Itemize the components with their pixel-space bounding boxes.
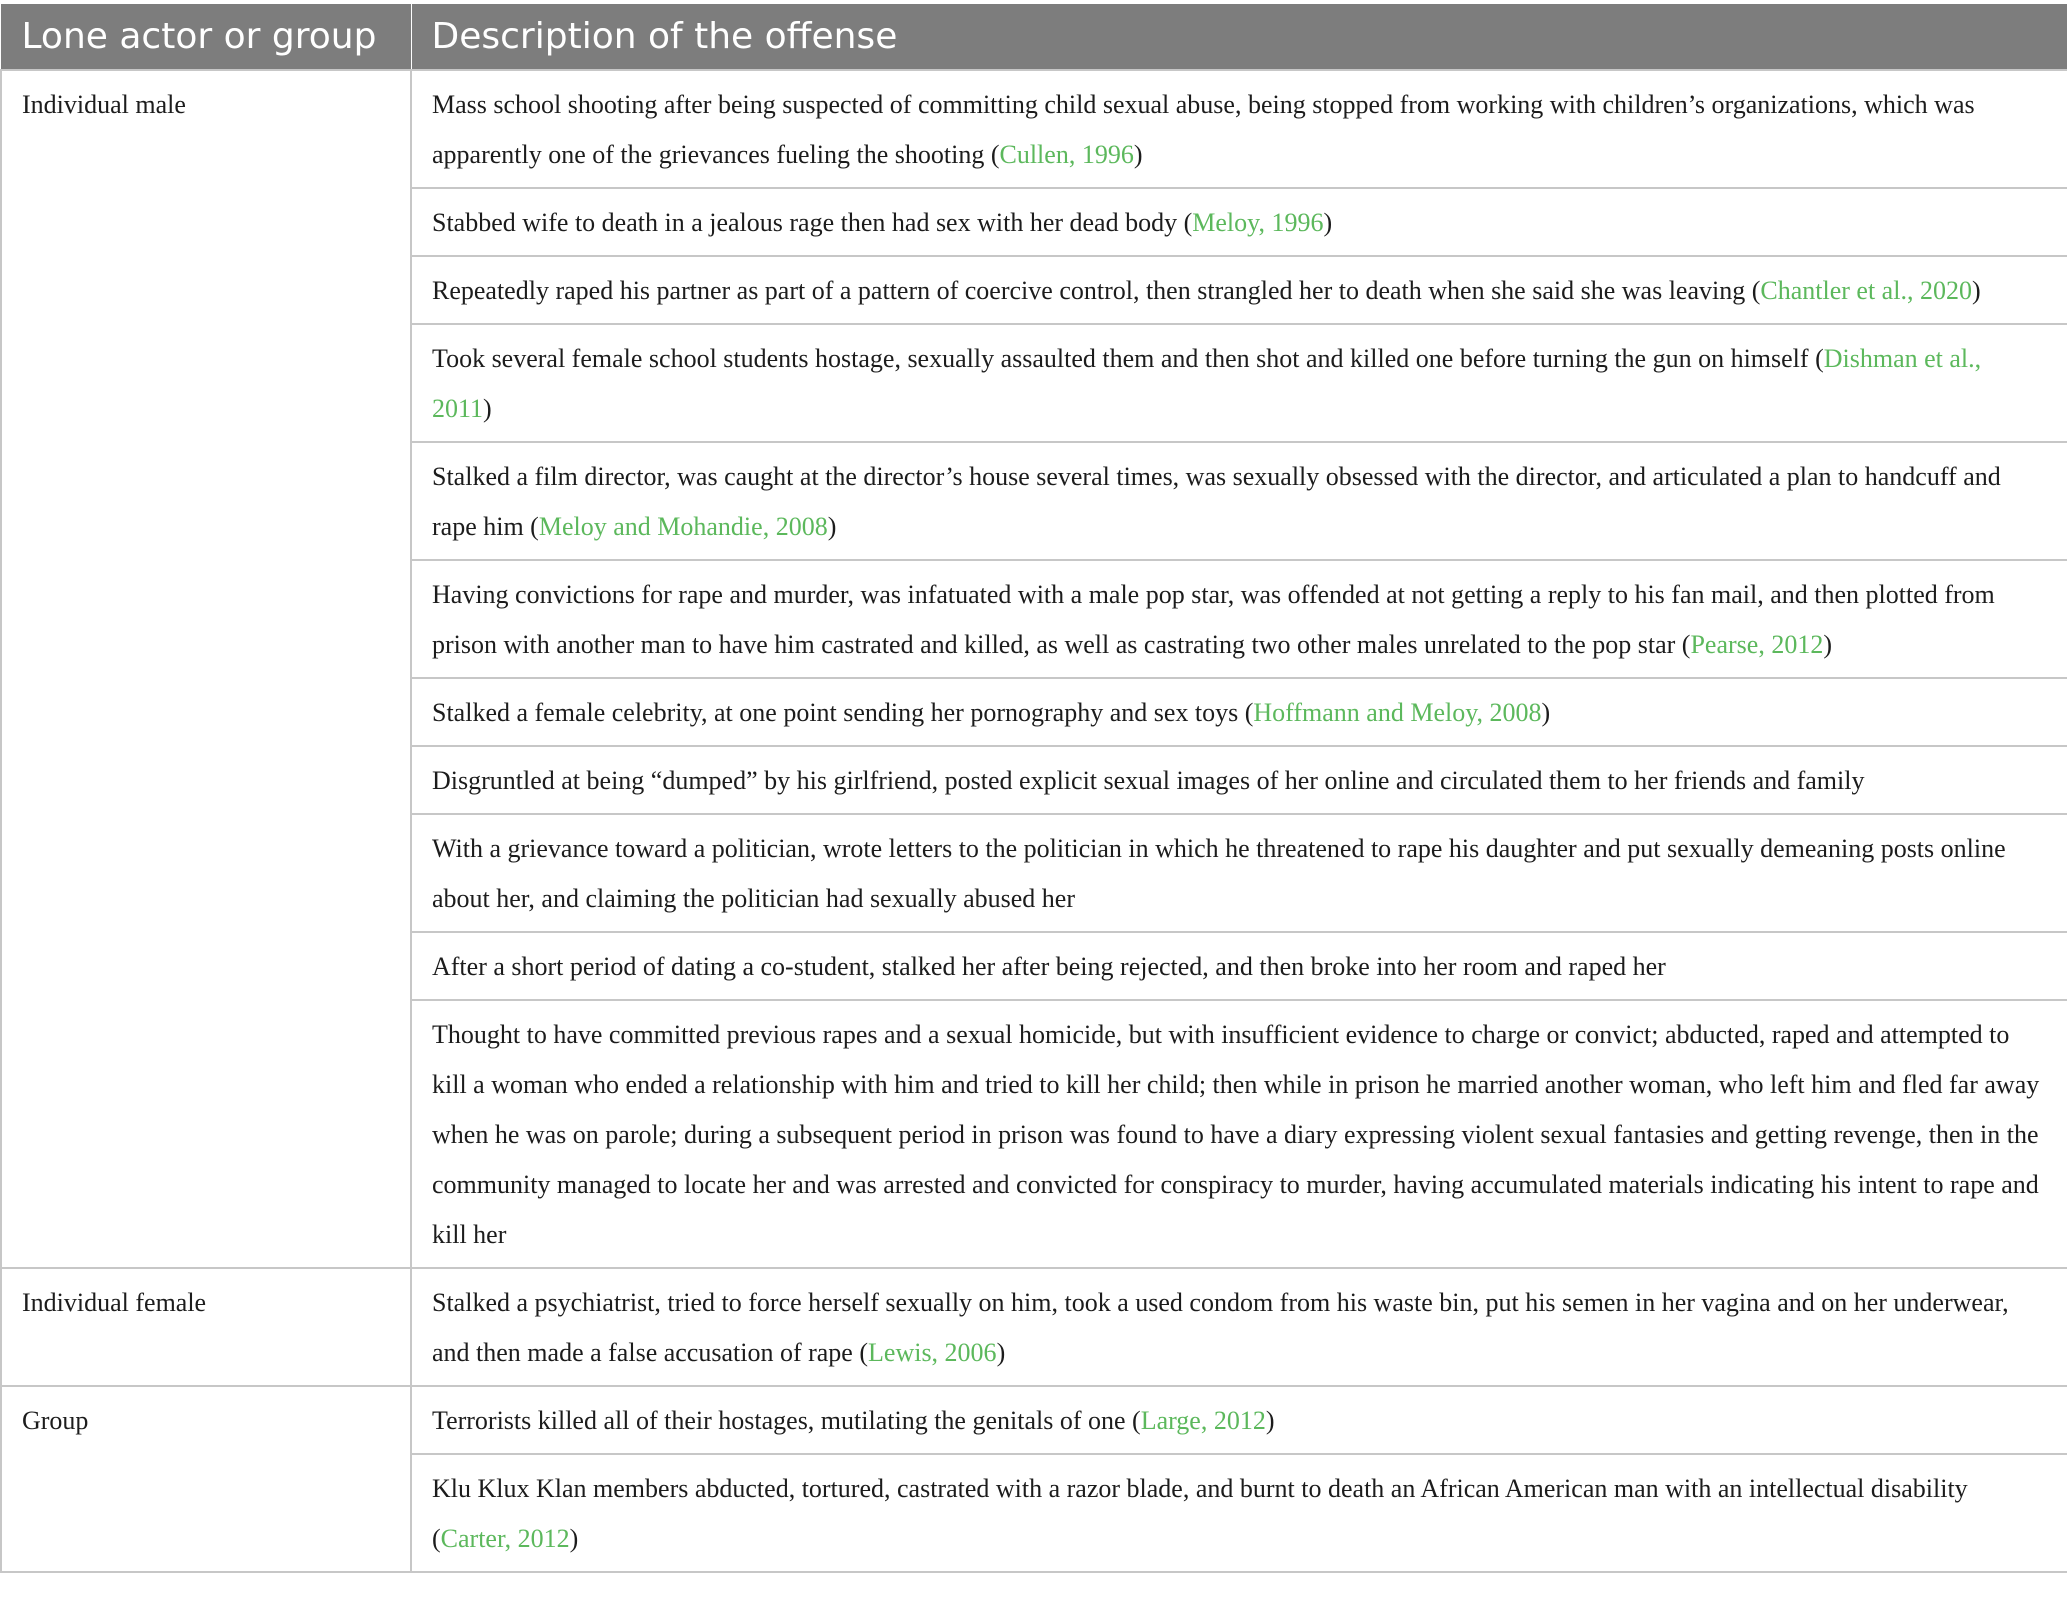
offense-description-cell [411, 1000, 2067, 1268]
citation-link[interactable]: Dishman et al., 2011 [432, 344, 1982, 423]
citation-close-paren: ) [483, 394, 492, 423]
table-row [1, 1386, 2067, 1454]
description-text: After a short period of dating a co-student, stalked her after being rejected, and then broke into her room and raped her [432, 952, 1666, 981]
offense-description-cell [411, 932, 2067, 1000]
offense-description-cell [411, 324, 2067, 442]
citation-close-paren: ) [1541, 698, 1551, 727]
offense-table [0, 4, 2067, 1573]
citation-link[interactable]: Meloy, 1996 [1192, 208, 1324, 237]
description-text: Terrorists killed all of their hostages, mutilating the genitals of one ( [432, 1406, 1141, 1435]
description-text: Took several female school students hostage, sexually assaulted them and then shot and killed one before turning the gun on himself ( [432, 344, 1824, 373]
citation-link[interactable]: Hoffmann and Meloy, 2008 [1253, 698, 1542, 727]
description-text: Having convictions for rape and murder, was infatuated with a male pop star, was offended at not getting a reply to his fan mail, and then plotted from prison with another man to have him castrated and killed, as well as castrating two other males unrelated to the pop star ( [432, 580, 1995, 659]
description-text: Disgruntled at being “dumped” by his girlfriend, posted explicit sexual images of her online and circulated them to her friends and family [432, 766, 1865, 795]
actor-type-cell: Individual female [1, 1268, 411, 1386]
citation-link[interactable]: Lewis, 2006 [868, 1338, 997, 1367]
table-header [1, 4, 2067, 70]
offense-description-cell [411, 188, 2067, 256]
citation-close-paren: ) [1323, 208, 1333, 237]
description-text: Stalked a female celebrity, at one point sending her pornography and sex toys ( [432, 698, 1254, 727]
description-text: Stalked a film director, was caught at the director’s house several times, was sexually obsessed with the director, and articulated a plan to handcuff and rape him ( [432, 462, 2001, 541]
citation-close-paren: ) [996, 1338, 1006, 1367]
offense-description-cell [411, 1386, 2067, 1454]
citation-link[interactable]: Meloy and Mohandie, 2008 [538, 512, 828, 541]
offense-description-cell [411, 746, 2067, 814]
offense-description-cell [411, 1268, 2067, 1386]
citation-close-paren: ) [1265, 1406, 1275, 1435]
header-actor: Lone actor or group [1, 4, 411, 70]
actor-type-cell: Group [1, 1386, 411, 1572]
offense-description-cell [411, 678, 2067, 746]
citation-link[interactable]: Large, 2012 [1140, 1406, 1266, 1435]
offense-description-cell [411, 70, 2067, 188]
description-text: Stalked a psychiatrist, tried to force herself sexually on him, took a used condom from his waste bin, put his semen in her vagina and on her underwear, and then made a false accusation of rape ( [432, 1288, 2009, 1367]
offense-description-cell [411, 442, 2067, 560]
offense-description-cell [411, 256, 2067, 324]
description-text: With a grievance toward a politician, wrote letters to the politician in which he threatened to rape his daughter and put sexually demeaning posts online about her, and claiming the politician had sexually abused her [432, 834, 2006, 913]
citation-link[interactable]: Carter, 2012 [440, 1524, 570, 1553]
citation-link[interactable]: Cullen, 1996 [999, 140, 1134, 169]
header-row [1, 4, 2067, 70]
offense-description-cell [411, 560, 2067, 678]
table-row [1, 70, 2067, 188]
description-text: Thought to have committed previous rapes and a sexual homicide, but with insufficient evidence to charge or convict; abducted, raped and attempted to kill a woman who ended a relationship with him and tried to kill her child; then while in prison he married another woman, who left him and fled far away when he was on parole; during a subsequent period in prison was found to have a diary expressing violent sexual fantasies and getting revenge, then in the community managed to locate her and was arrested and convicted for conspiracy to murder, having accumulated materials indicating his intent to rape and kill her [432, 1020, 2040, 1249]
offense-description-cell [411, 814, 2067, 932]
citation-close-paren: ) [1133, 140, 1143, 169]
offense-description-cell [411, 1454, 2067, 1572]
description-text: Mass school shooting after being suspected of committing child sexual abuse, being stopped from working with children’s organizations, which was apparently one of the grievances fueling the shooting ( [432, 90, 1975, 169]
description-text: Stabbed wife to death in a jealous rage then had sex with her dead body ( [432, 208, 1193, 237]
citation-close-paren: ) [569, 1524, 579, 1553]
description-text: Klu Klux Klan members abducted, tortured, castrated with a razor blade, and burnt to death an African American man with an intellectual disability ( [432, 1474, 1968, 1553]
citation-close-paren: ) [1971, 276, 1981, 305]
header-description: Description of the offense [411, 4, 2067, 70]
citation-link[interactable]: Pearse, 2012 [1690, 630, 1824, 659]
citation-close-paren: ) [1823, 630, 1832, 659]
actor-type-cell: Individual male [1, 70, 411, 1268]
citation-link[interactable]: Chantler et al., 2020 [1760, 276, 1972, 305]
table-row [1, 1268, 2067, 1386]
table-body [1, 70, 2067, 1572]
description-text: Repeatedly raped his partner as part of a pattern of coercive control, then strangled her to death when she said she was leaving ( [432, 276, 1761, 305]
citation-close-paren: ) [827, 512, 837, 541]
